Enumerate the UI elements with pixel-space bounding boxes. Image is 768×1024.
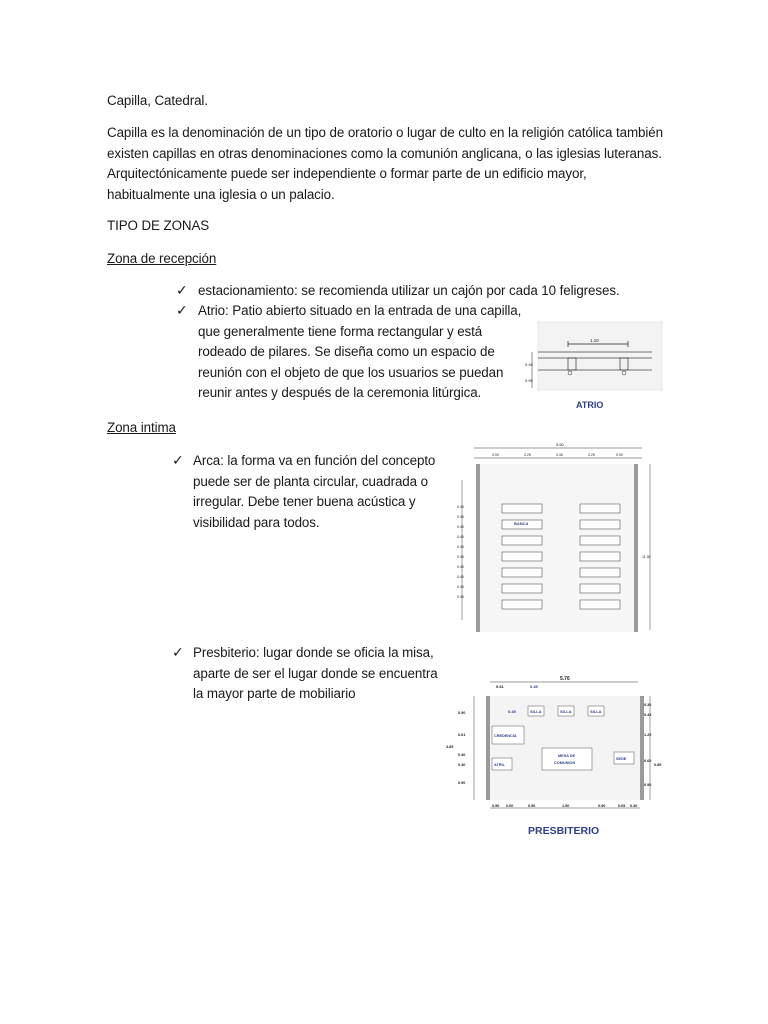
arca-dim-top: 0.45 [556,453,563,457]
bench [580,520,620,529]
presbiterio-line: aparte de ser el lugar donde se encuentra [193,665,438,681]
presbiterio-item [193,643,438,705]
arca-drawing [456,440,656,632]
zones-heading: TIPO DE ZONAS [107,218,210,233]
presbiterio-line: Presbiterio: lugar donde se oficia la misa, [193,645,434,660]
presb-dim-bottom: 1.50 [562,804,570,808]
presb-dim-bottom: 0.90 [528,804,536,808]
presb-dim-left: 0.40 [458,763,466,767]
bench [580,600,620,609]
reception-heading: Zona de recepción [107,251,217,266]
presb-dim-right: 0.60 [644,759,652,763]
presb-dim-left: 0.90 [458,781,466,785]
atrio-figure [524,318,664,418]
silla-label: SILLA [560,709,572,714]
arca-dim-total: 5.60 [556,442,564,447]
arca-dim-right: 11.30 [642,555,651,559]
arca-item [193,451,435,533]
bench [502,584,542,593]
arca-dim-top: 2.25 [524,453,531,457]
arca-dim-left: 0.45 [457,525,464,529]
bench [502,568,542,577]
check-icon: ✓ [176,303,188,319]
bench [580,536,620,545]
presbiterio-line: la mayor parte de mobiliario [193,686,356,701]
presb-dim-right: 0.30 [644,703,652,707]
intro-line: Arquitectónicamente puede ser independiente o formar parte de un edificio mayor, [107,166,587,181]
intimate-heading: Zona intima [107,420,176,435]
arca-dim-left: 0.45 [457,585,464,589]
bench [580,504,620,513]
silla-label: SILLA [590,709,602,714]
presb-dim-right: 0.90 [644,783,652,787]
atrium-item [198,301,521,404]
silla-label: 0.45 [508,709,516,714]
arca-line: Arca: la forma va en función del concepto [193,453,436,468]
presb-dim-a: 0.61 [496,684,504,689]
sede-label: SEDE [616,757,627,761]
presb-dim-right-extra: 0.85 [654,763,662,767]
intro-line: habitualmente una iglesia o un palacio. [107,186,335,202]
bench [580,584,620,593]
check-icon: ✓ [176,283,188,299]
presbiterio-figure [444,672,664,842]
bench-row-right [580,504,620,609]
arca-dim-left: 0.45 [457,565,464,569]
bench [580,552,620,561]
arca-dim-left: 0.45 [457,595,464,599]
arca-dim-left: 0.45 [457,535,464,539]
presb-dim-total: 5.76 [560,676,570,682]
atrio-dim-top: 1.10 [590,338,599,343]
arca-dim-left: 0.45 [457,505,464,509]
atrium-line: rodeado de pilares. Se diseña como un espacio de [198,344,495,359]
atrio-dim-left-1: 0.45 [525,362,533,367]
presbiterio-caption: PRESBITERIO [528,825,600,837]
arca-dim-left: 0.45 [457,575,464,579]
arca-line: puede ser de planta circular, cuadrada o [193,473,428,489]
presb-dim-bottom: 0.50 [492,804,500,808]
bench [580,568,620,577]
check-icon: ✓ [172,645,184,661]
bench [502,552,542,561]
presbiterio-drawing [444,672,664,842]
presb-dim-b: 0.45 [530,684,538,689]
silla-label: SILLA [530,709,542,714]
bench [502,536,542,545]
intro-line: existen capillas en otras denominaciones como la comunión anglicana, o las iglesias luteranas. [107,145,662,161]
atril-label: ATRIL [494,763,505,767]
atrio-plan-bg [538,322,662,390]
presb-dim-bottom: 0.60 [506,804,514,808]
page-title: Capilla, Catedral. [107,93,208,108]
check-icon: ✓ [172,453,184,469]
presb-dim-bottom: 0.30 [630,804,638,808]
mesa-label-1: MESA DE [558,754,576,758]
bench [502,504,542,513]
arca-line: irregular. Debe tener buena acústica y [193,494,416,509]
atrio-caption: ATRIO [576,400,604,410]
wall [634,464,638,632]
atrium-line: reunión con el objeto de que los usuarios se puedan [198,364,504,380]
bench-row-left [502,504,542,609]
bench [502,600,542,609]
bench-label: BANCA [514,521,529,526]
arca-dim-left: 0.45 [457,515,464,519]
atrio-dim-left-2: 0.95 [525,378,533,383]
arca-dim-left: 0.45 [457,555,464,559]
presb-dim-bottom: 0.90 [598,804,606,808]
intro-line: Capilla es la denominación de un tipo de oratorio o lugar de culto en la religión católica también [107,125,663,140]
intro-paragraph [107,123,663,205]
arca-dim-top: 2.25 [588,453,595,457]
presb-dim-bottom: 0.65 [618,804,626,808]
arca-dim-top: 0.90 [616,453,623,457]
presb-dim-left: 0.40 [458,753,466,757]
wall [476,464,480,632]
atrium-line: Atrio: Patio abierto situado en la entrada de una capilla, [198,303,522,318]
arca-line: visibilidad para todos. [193,514,320,530]
presb-dim-right: 1.20 [644,733,652,737]
wall [486,696,490,800]
atrium-line: reunir antes y después de la ceremonia litúrgica. [198,385,482,400]
credencia-label: CREDENCIA [494,734,517,738]
arca-figure [456,440,656,632]
mesa-label-2: COMUNION [554,761,576,765]
presb-dim-left: 0.90 [458,711,466,715]
presb-dim-left-total: 3.85 [446,745,454,749]
arca-dim-top: 0.90 [492,453,499,457]
atrium-line: que generalmente tiene forma rectangular y está [198,323,483,339]
atrio-drawing [524,318,664,418]
presb-dim-left: 0.61 [458,733,466,737]
parking-item: estacionamiento: se recomienda utilizar un cajón por cada 10 feligreses. [198,283,620,298]
communion-table [542,748,592,770]
arca-dim-left: 0.45 [457,545,464,549]
presb-dim-right: 0.45 [644,713,652,717]
